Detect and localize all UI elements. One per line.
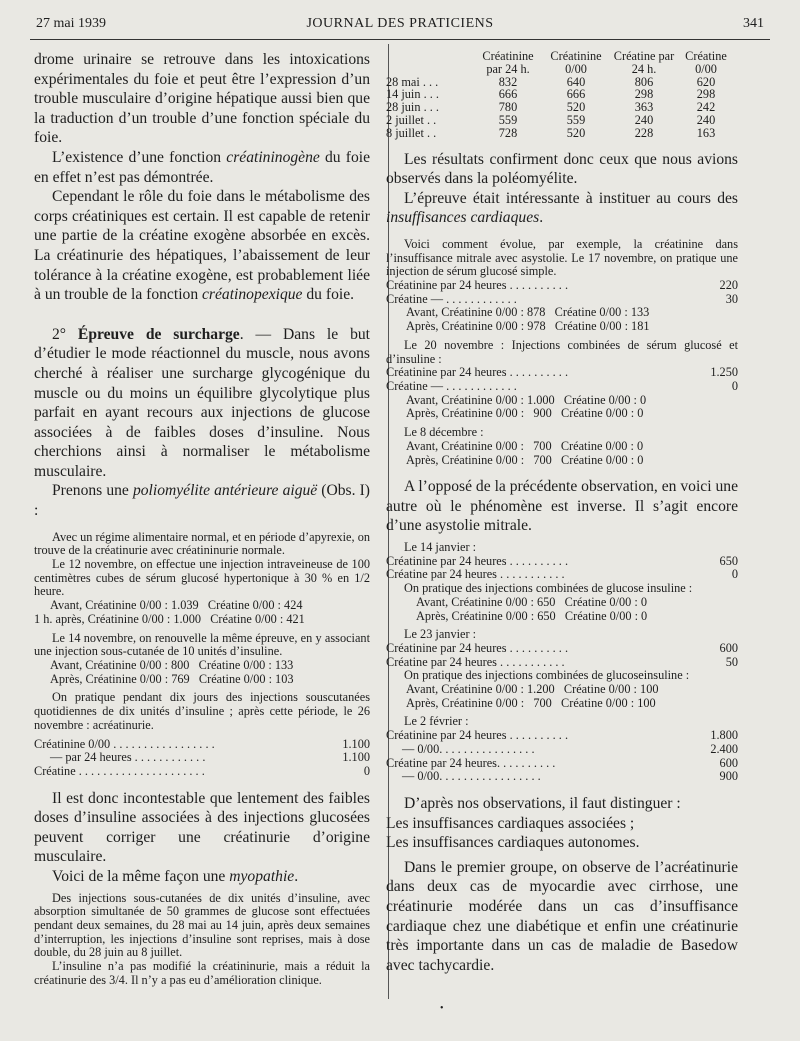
case-note: On pratique des injections combinées de glucose insuline : — [404, 581, 693, 596]
result-row: Créatinine par 24 heures . . . . . . . . . . 1.250 — [386, 365, 738, 380]
measure-line: Après, Créatinine 0/00 : 700 Créatine 0/00 : 0 — [406, 452, 644, 467]
measure-line: Avant, Créatinine 0/00 : 800 Créatine 0/00 : 133 — [50, 657, 294, 672]
result-row: Créatinine 0/00 . . . . . . . . . . . . . . . . . 1.100 — [34, 736, 370, 751]
section-paragraph: 2° Épreuve de surcharge. — Dans le but d’étudier le mode réactionnel du muscle, nous avons cherché à réaliser une surcharge glycogénique du muscle ou du moins un équilibre glycolytique plus parfait en ayant recours aux injections de glucose associées à de faibles doses d’insuline. Nous cherchions ainsi à normaliser le métabolisme musculaire. — [34, 325, 370, 480]
case-note: Voici comment évolue, par exemple, la créatinine dans l’insuffisance mitrale avec asystolie. Le 17 novembre, on pratique une injection de sérum glucosé simple. — [386, 236, 738, 279]
header-rule — [30, 39, 770, 40]
result-row: Créatinine par 24 heures . . . . . . . . . . 600 — [386, 640, 738, 655]
measure-line: Avant, Créatinine 0/00 : 650 Créatine 0/00 : 0 — [416, 594, 647, 609]
measure-line: Avant, Créatinine 0/00 : 700 Créatine 0/00 : 0 — [406, 438, 644, 453]
result-row: Créatine par 24 heures . . . . . . . . . . . 50 — [386, 654, 738, 669]
paragraph: Les résultats confirment donc ceux que nous avions observés dans la poléomyélite. — [386, 150, 738, 188]
table-row: 14 juin . . . 666 666 298 298 — [386, 87, 716, 102]
running-header — [36, 14, 764, 36]
result-row: — 0/00. . . . . . . . . . . . . . . . 2.400 — [402, 741, 738, 756]
result-row: Créatinine par 24 heures . . . . . . . . . . 1.800 — [386, 728, 738, 743]
paragraph: Dans le premier groupe, on observe de l’acréatinurie dans deux cas de myocardie avec cirrhose, une créatinurie modérée dans un cas d’insuffisance cardiaque chez une diabétique et enfin une créatinurie très importante dans un cas de maladie de Basedow avec tachycardie. — [386, 858, 738, 974]
case-note: Le 2 février : — [404, 714, 469, 729]
measure-line: Avant, Créatinine 0/00 : 1.200 Créatine 0/00 : 100 — [406, 682, 659, 697]
issue-date: 27 mai 1939 — [36, 16, 106, 31]
table-header: Créatine par 24 h. — [613, 49, 675, 76]
measure-line: Avant, Créatinine 0/00 : 1.000 Créatine 0/00 : 0 — [406, 392, 647, 407]
paragraph: Cependant le rôle du foie dans le métabolisme des corps créatiniques est certain. Il est capable de retenir une partie de la créatine exogène absorbée en excès. La créatinurie des hépatiques, l’abaissement de leur tolérance à la créatine exogène, est probablement liée à un trouble de la fonction créatinopexique du foie. — [34, 188, 370, 304]
right-column — [386, 50, 738, 975]
case-note: On pratique pendant dix jours des injections souscutanées quotidiennes de dix unités d’insuline ; après cette période, le 26 novembre : acréatinurie. — [34, 690, 370, 732]
case-note: L’insuline n’a pas modifié la créatininurie, mais a réduit la créatinurie des 3/4. Il n’y a pas eu d’amélioration clinique. — [34, 959, 370, 987]
table-row: 28 juin . . . 780 520 363 242 — [386, 100, 716, 115]
measure-line: Après, Créatinine 0/00 : 978 Créatine 0/00 : 181 — [406, 319, 650, 334]
result-row: Créatine par 24 heures. . . . . . . . . . 600 — [386, 755, 738, 770]
paragraph: D’après nos observations, il faut distinguer : — [404, 794, 681, 812]
table-row: 2 juillet . . 559 559 240 240 — [386, 112, 716, 127]
paragraph: L’existence d’une fonction créatininogène du foie en effet n’est pas démontrée. — [34, 148, 370, 186]
table-header: Créatinine 0/00 — [550, 49, 602, 76]
case-note: Le 20 novembre : Injections combinées de sérum glucosé et d’insuline : — [386, 337, 738, 366]
result-row: — 0/00. . . . . . . . . . . . . . . . . 900 — [402, 769, 738, 784]
result-row: Créatine — . . . . . . . . . . . . 0 — [386, 378, 738, 393]
result-row: Créatine — . . . . . . . . . . . . 30 — [386, 291, 738, 306]
measure-line: Avant, Créatinine 0/00 : 878 Créatine 0/00 : 133 — [406, 305, 650, 320]
measure-line: Après, Créatinine 0/00 : 700 Créatine 0/00 : 100 — [406, 695, 656, 710]
table-row: 28 mai . . . 832 640 806 620 — [386, 74, 716, 89]
case-note: Le 12 novembre, on effectue une injection intraveineuse de 100 centimètres cubes de sérum glucosé hypertonique à 30 % en 1/2 heure. — [34, 557, 370, 599]
paragraph: Les insuffisances cardiaques autonomes. — [386, 834, 640, 852]
paragraph: Il est donc incontestable que lentement des faibles doses d’insuline associées à des injections glucosées peuvent corriger une créatinurie d’origine musculaire. — [34, 789, 370, 866]
measure-line: 1 h. après, Créatinine 0/00 : 1.000 Créatine 0/00 : 421 — [34, 611, 305, 626]
footer-mark: • — [440, 1003, 444, 1014]
paragraph: L’épreuve était intéressante à instituer au cours des insuffisances cardiaques. — [386, 189, 738, 227]
measure-line: Après, Créatinine 0/00 : 769 Créatine 0/00 : 103 — [50, 671, 294, 686]
left-column — [34, 50, 370, 988]
case-note: Le 23 janvier : — [404, 627, 477, 642]
paragraph: Prenons une poliomyélite antérieure aiguë (Obs. I) : — [34, 482, 370, 520]
measure-line: Avant, Créatinine 0/00 : 1.039 Créatine 0/00 : 424 — [50, 598, 303, 613]
case-note: Avec un régime alimentaire normal, et en période d’apyrexie, on trouve de la créatinurie avec créatininurie normale. — [34, 529, 370, 558]
result-row: Créatinine par 24 heures . . . . . . . . . . 650 — [386, 553, 738, 568]
measure-line: Après, Créatinine 0/00 : 650 Créatine 0/00 : 0 — [416, 608, 648, 623]
paragraph: Voici de la même façon une myopathie. — [52, 867, 299, 885]
result-row: — par 24 heures . . . . . . . . . . . . 1.100 — [50, 750, 370, 765]
case-note: Le 8 décembre : — [404, 425, 484, 440]
case-note: Le 14 janvier : — [404, 539, 477, 554]
measure-line: Après, Créatinine 0/00 : 900 Créatine 0/00 : 0 — [406, 406, 644, 421]
case-note: Le 14 novembre, on renouvelle la même épreuve, en y associant une injection sous-cutanée de 10 unités d’insuline. — [34, 630, 370, 659]
table-header: Créatine 0/00 — [685, 49, 727, 76]
paragraph: Les insuffisances cardiaques associées ; — [386, 814, 635, 832]
result-row: Créatine par 24 heures . . . . . . . . . . . 0 — [386, 567, 738, 582]
table-header: Créatinine par 24 h. — [482, 49, 534, 76]
table-header — [386, 50, 474, 76]
result-row: Créatine . . . . . . . . . . . . . . . . . . . . . 0 — [34, 763, 370, 778]
creatinine-table — [386, 50, 734, 140]
section-heading: Épreuve de surcharge — [77, 325, 240, 343]
case-note: On pratique des injections combinées de glucoseinsuline : — [404, 668, 690, 683]
paragraph: drome urinaire se retrouve dans les intoxications expérimentales du foie et peut être l’expression d’un trouble musculaire d’origine hépatique aussi bien que la traduction d’un trouble d’une fonction spéciale du foie. — [34, 51, 370, 147]
page-number: 341 — [743, 16, 764, 31]
journal-title: JOURNAL DES PRATICIENS — [306, 16, 494, 31]
table-row: 8 juillet . . 728 520 228 163 — [386, 125, 716, 140]
result-row: Créatinine par 24 heures . . . . . . . . . . 220 — [386, 278, 738, 293]
table-header-row — [386, 50, 734, 76]
case-note: Des injections sous-cutanées de dix unités d’insuline, avec absorption simultanée de 50 grammes de glucose sont effectuées pendant deux semaines, du 28 mai au 14 juin, après deux semaines d’interruption, les injections d’insuline sont reprises, mais à dose double, du 28 juin au 8 juillet. — [34, 890, 370, 960]
paragraph: A l’opposé de la précédente observation, en voici une autre où le phénomène est inverse. Il s’agit encore d’une asystolie mitrale. — [386, 478, 738, 535]
